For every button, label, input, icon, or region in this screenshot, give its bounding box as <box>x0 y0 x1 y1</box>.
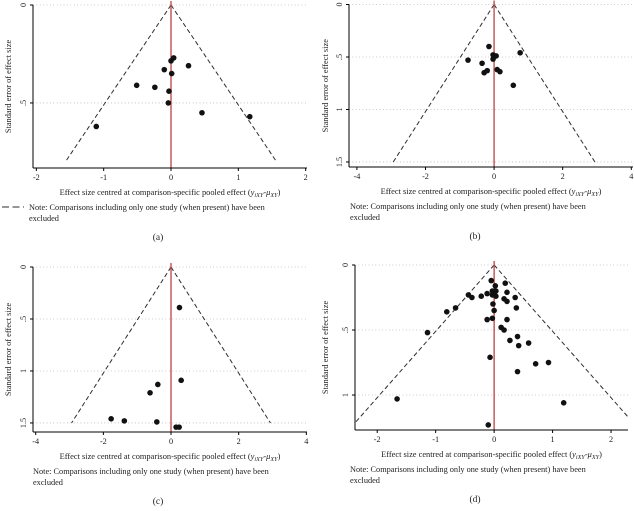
study-point <box>486 44 492 50</box>
y-tick-label: .5 <box>19 99 28 107</box>
study-point <box>169 71 175 77</box>
x-tick-label: 1 <box>236 173 241 182</box>
x-tick-label: -2 <box>373 435 381 444</box>
study-point <box>533 361 539 367</box>
study-point <box>490 316 496 322</box>
funnel-plot-panel-d <box>317 255 634 511</box>
data-points <box>108 305 184 430</box>
x-tick-label: -1 <box>432 435 440 444</box>
study-point <box>186 63 192 69</box>
y-tick-label: 1.5 <box>19 417 28 429</box>
funnel-plot-panel-c <box>0 255 317 511</box>
x-tick-label: 4 <box>304 437 309 446</box>
note-line-2: excluded <box>33 478 63 487</box>
x-tick-label: 2 <box>609 435 614 444</box>
x-tick-label: 1 <box>550 435 555 444</box>
study-point <box>161 67 167 73</box>
note-line-2: excluded <box>29 214 59 223</box>
panel-caption: (a) <box>152 233 164 243</box>
study-point <box>491 308 497 314</box>
study-point <box>469 295 475 301</box>
y-tick-label: .5 <box>19 315 28 323</box>
study-point <box>176 424 182 430</box>
x-tick-label: 0 <box>168 173 174 182</box>
study-point <box>493 293 499 299</box>
y-gridlines <box>33 267 307 423</box>
study-point <box>247 114 253 120</box>
funnel-chart-a <box>0 0 317 255</box>
study-point <box>484 291 490 297</box>
y-tick-label: 0 <box>19 264 28 270</box>
funnel-lines <box>345 265 634 434</box>
x-tick-label: -4 <box>32 437 40 446</box>
y-gridlines <box>355 265 628 395</box>
study-point <box>497 69 503 75</box>
y-gridlines <box>33 5 307 103</box>
study-point <box>453 305 459 311</box>
y-tick-label: 1.5 <box>335 156 344 168</box>
y-axis-title: Standard error of effect size <box>321 39 330 133</box>
y-axis-title: Standard error of effect size <box>4 302 13 397</box>
funnel-line-left <box>393 5 494 162</box>
study-point <box>546 360 552 366</box>
x-tick-label: -2 <box>32 173 40 182</box>
note-line-1: Note: Comparisons including only one study (when present) have been <box>33 467 269 476</box>
x-tick-label: 2 <box>560 172 565 181</box>
funnel-plot-panel-a <box>0 0 317 255</box>
x-tick-label: 0 <box>492 172 497 181</box>
funnel-chart-b <box>317 0 634 255</box>
funnel-line-left <box>65 5 171 162</box>
x-tick-label: 2 <box>236 437 241 446</box>
funnel-chart-d <box>317 255 634 511</box>
study-point <box>465 57 471 63</box>
study-point <box>516 343 522 349</box>
x-tick-label: 0 <box>492 435 497 444</box>
study-point <box>171 55 177 61</box>
study-point <box>394 396 400 402</box>
study-point <box>504 317 510 323</box>
study-point <box>425 330 431 336</box>
study-point <box>526 340 532 346</box>
y-tick-label: 0 <box>19 2 28 8</box>
study-point <box>134 83 140 89</box>
study-point <box>166 88 172 94</box>
study-point <box>484 68 490 74</box>
x-axis-title: Effect size centred at comparison-specific pooled effect $(y_{iXY}-\mu_{XY})$ <box>59 452 281 464</box>
study-point <box>507 338 513 344</box>
study-point <box>478 293 484 299</box>
note-line-2: excluded <box>350 476 380 485</box>
study-point <box>517 50 523 56</box>
note-line-1: Note: Comparisons including only one study (when present) have been <box>29 203 265 212</box>
funnel-line-right <box>494 5 595 162</box>
funnel-line-right <box>171 5 277 162</box>
note-line-1: Note: Comparisons including only one study (when present) have been <box>350 202 586 211</box>
study-point <box>154 419 160 425</box>
x-tick-label: 0 <box>168 437 174 446</box>
y-tick-label: 1 <box>19 368 28 374</box>
funnel-line-right <box>494 265 634 434</box>
y-gridlines <box>349 5 633 162</box>
x-axis-title: Effect size centred at comparison-specific pooled effect $(y_{iXY}-\mu_{XY})$ <box>381 450 602 462</box>
x-tick-label: -2 <box>99 437 107 446</box>
funnel-chart-c <box>0 255 317 511</box>
study-point <box>166 100 172 106</box>
study-point <box>199 110 205 116</box>
study-point <box>561 400 567 406</box>
panel-caption: (d) <box>469 495 481 505</box>
data-points <box>93 55 252 129</box>
y-tick-label: 0 <box>335 2 344 7</box>
panel-caption: (b) <box>469 232 481 242</box>
study-point <box>490 301 496 307</box>
study-point <box>488 278 494 284</box>
study-point <box>147 390 153 396</box>
y-axis-title: Standard error of effect size <box>4 39 13 134</box>
x-axis-title: Effect size centred at comparison-specific pooled effect $(y_{iXY}-\mu_{XY})$ <box>380 187 602 199</box>
funnel-plot-panel-b <box>317 0 634 255</box>
y-tick-label: 0 <box>341 262 350 268</box>
panel-caption: (c) <box>152 497 164 507</box>
x-tick-label: -1 <box>100 173 108 182</box>
study-point <box>504 299 510 305</box>
study-point <box>502 280 508 286</box>
x-axis-title: Effect size centred at comparison-specific pooled effect $(y_{iXY}-\mu_{XY})$ <box>59 188 281 200</box>
study-point <box>444 309 450 315</box>
study-point <box>514 305 520 311</box>
study-point <box>484 317 490 323</box>
study-point <box>492 283 498 289</box>
y-axis-title: Standard error of effect size <box>321 300 330 395</box>
y-tick-label: 1 <box>335 107 344 112</box>
study-point <box>152 84 158 90</box>
study-point <box>515 334 521 340</box>
study-point <box>479 60 485 66</box>
x-tick-label: 2 <box>303 173 308 182</box>
note-line-1: Note: Comparisons including only one study (when present) have been <box>350 465 586 474</box>
y-tick-label: 1 <box>341 392 350 398</box>
funnel-line-left <box>345 265 494 434</box>
note-line-2: excluded <box>350 213 380 222</box>
study-point <box>155 382 161 388</box>
funnel-line-left <box>72 267 171 423</box>
x-tick-label: 4 <box>629 172 634 181</box>
study-point <box>512 295 518 301</box>
study-point <box>490 56 496 62</box>
funnel-line-right <box>171 267 270 423</box>
study-point <box>515 369 521 375</box>
study-point <box>177 305 183 311</box>
study-point <box>93 124 99 130</box>
study-point <box>510 83 516 89</box>
y-tick-label: .5 <box>341 326 350 334</box>
study-point <box>487 355 493 361</box>
study-point <box>485 422 491 428</box>
data-points <box>394 278 566 428</box>
study-point <box>178 378 184 384</box>
x-tick-label: -4 <box>353 172 361 181</box>
study-point <box>504 290 510 296</box>
study-point <box>122 418 128 424</box>
x-tick-label: -2 <box>422 172 429 181</box>
study-point <box>108 416 114 422</box>
y-tick-label: .5 <box>335 53 344 61</box>
study-point <box>501 327 507 333</box>
